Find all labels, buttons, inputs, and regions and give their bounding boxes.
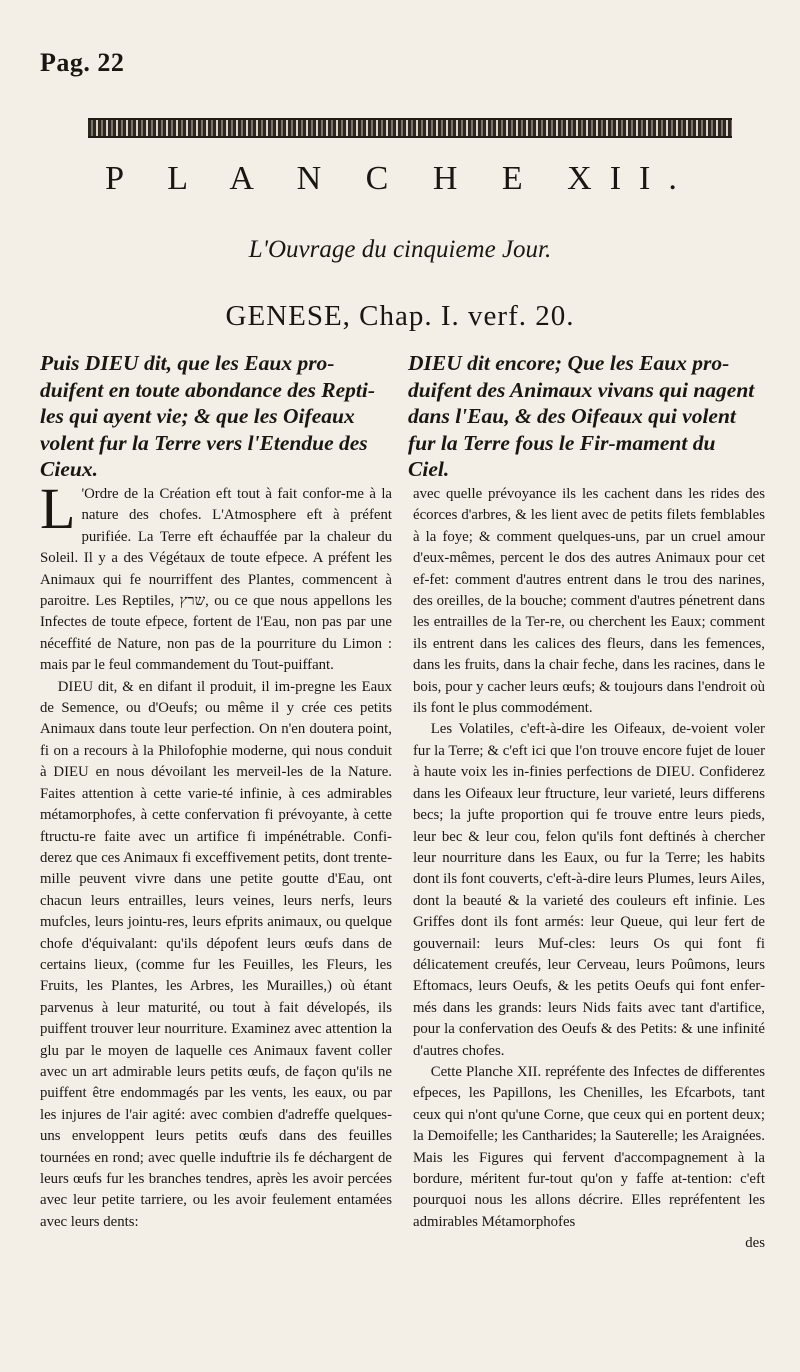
catchword: des	[745, 1235, 765, 1252]
decorative-border	[88, 118, 732, 138]
plate-title: P L A N C H E XII.	[105, 160, 695, 197]
paragraph-text: 'Ordre de la Création eft tout à fait confor-me à la nature des chofes. L'Atmosphere eft à préfent purifiée. La Terre eft échauffée par la chaleur du Soleil. Il y a des Végétaux de toute efpece. A préfent les Animaux qui fe nourriffent des Plantes, commencent à paroitre. Les Reptiles, שרץ, ou ce que nous appellons les Infectes de toute efpece, fortent de l'Eau, non pas par une néceffité de Nature, non pas de la pourriture du Limon : mais par le feul commandement du Tout-puiffant.	[40, 486, 392, 674]
paragraph: avec quelle prévoyance ils les cachent dans les rides des écorces d'arbres, & les lient avec de petits filets femblables à la foye; & comment quelques-uns, par un cruel amour d'eux-mêmes, percent le dos des autres Animaux pour cet ef-fet: comment d'autres entrent dans le trou des narines, des oreilles, de la bouche; comment d'autres pénetrent dans les entrailles de la Ter-re, ou cherchent les Eaux; comment ils entrent dans les calices des fleurs, dans les femences, dans les fruits, dans la chair feche, dans les racines, dans le bois, pour y cacher leurs œufs; & toujours dans l'endroit où ils font le plus commodément.	[413, 486, 765, 717]
paragraph: Cette Planche XII. repréfente des Infectes de differentes efpeces, les Papillons, les Chenilles, les Efcarbots, tant ceux qui n'ont qu'une Corne, que ceux qui en portent deux; la Demoifelle; les Cantharides; la Sauterelle; les Araignées. Mais les Figures qui fervent d'accompagnement à la bordure, méritent fur-tout qu'on y faffe at-tention: c'eft pourquoi nous les allons décrire. Elles repréfentent les admirables Métamorphofes	[413, 1063, 765, 1230]
section-subtitle: L'Ouvrage du cinquieme Jour.	[248, 236, 552, 263]
body-column-right	[413, 484, 765, 1255]
paragraph: DIEU dit, & en difant il produit, il im-pregne les Eaux de Semence, ou d'Oeufs; ou même il y crée ces petits Animaux dans toute leur perfection. On n'en doutera point, fi on a recours à la Philofophie moderne, qui nous conduit à DIEU en nous dévoilant les merveil-les de la Nature. Faites attention à cette varie-té infinie, à ces admirables métamorphofes, à cette confervation fi prévoyante, à cette ftructu-re faite avec un artifice fi impénétrable. Confi-derez que ces Animaux fi exceffivement petits, dont trente-mille peuvent vivre dans une petite goutte d'Eau, ont chacun leurs entrailles, leurs veines, leurs nerfs, leurs mufcles, leurs jointu-res, leurs efprits animaux, ou quelque chofe d'équivalant: qu'ils dépofent leurs œufs dans de certains lieux, (comme fur les Feuilles, les Fleurs, les Fruits, les Plantes, les Arbres, les Murailles,) où étant parvenus à leur maturité, ou tout à fait dévelopés, ils puiffent trouver leur nourriture. Examinez avec attention la glu par le moyen de laquelle ces Animaux favent coller avec un art admirable leurs petits œufs, de façon qu'ils ne puiffent être endommagés par les vents, les eaux, ou par les injures de l'air agité: avec combien d'adreffe quelques-uns enveloppent leurs petits œufs dans des feuilles tournées en rond; avec quelle induftrie ils fe déchargent de leurs œufs fur les branches tendres, après les avoir percées avec leur petite tarriere, ou les avoir feulement entamées avec leurs dents:	[40, 678, 392, 1230]
scripture-reference: GENESE, Chap. I. verf. 20.	[225, 300, 575, 332]
page-number: Pag. 22	[40, 48, 125, 77]
quote-left: Puis DIEU dit, que les Eaux pro-duifent en toute abondance des Repti-les qui ayent vie; & que les Oifeaux volent fur la Terre vers l'Etendue des Cieux.	[40, 351, 376, 481]
quote-right: DIEU dit encore; Que les Eaux pro-duifent des Animaux vivans qui nagent dans l'Eau, & des Oifeaux qui volent fur la Terre fous le Fir-mament du Ciel.	[408, 351, 755, 481]
paragraph	[40, 476, 392, 677]
body-column-left	[40, 476, 392, 1233]
paragraph: Les Volatiles, c'eft-à-dire les Oifeaux, de-voient voler fur la Terre; & c'eft ici que l'on trouve encore fujet de louer à haute voix les in-finies perfections de DIEU. Confiderez dans les Oifeaux leur ftructure, leur varieté, leurs differens becs; la jufte proportion qui fe trouve entre leurs pieds, leur bec & leur cou, felon qu'ils font deftinés à chercher leur nourriture dans les Eaux, ou fur la Terre; les habits dont ils font couverts, c'eft-à-dire leurs Plumes, leurs Ailes, dont la beauté & la varieté des couleurs eft infinie. Les Griffes dont ils font armés: leur Queue, qui leur fert de gouvernail: leurs Muf-cles: leurs Os qui font fi délicatement creufés, leur Cerveau, leurs Poûmons, leurs Eftomacs, leurs Oeufs, & les petits Oeufs qui font enfer-més dans les grands: leurs Nids faits avec tant d'artifice, pour la confervation des Oeufs & des Petits: & une infinité d'autres chofes.	[413, 721, 765, 1059]
drop-cap: L	[40, 476, 76, 541]
